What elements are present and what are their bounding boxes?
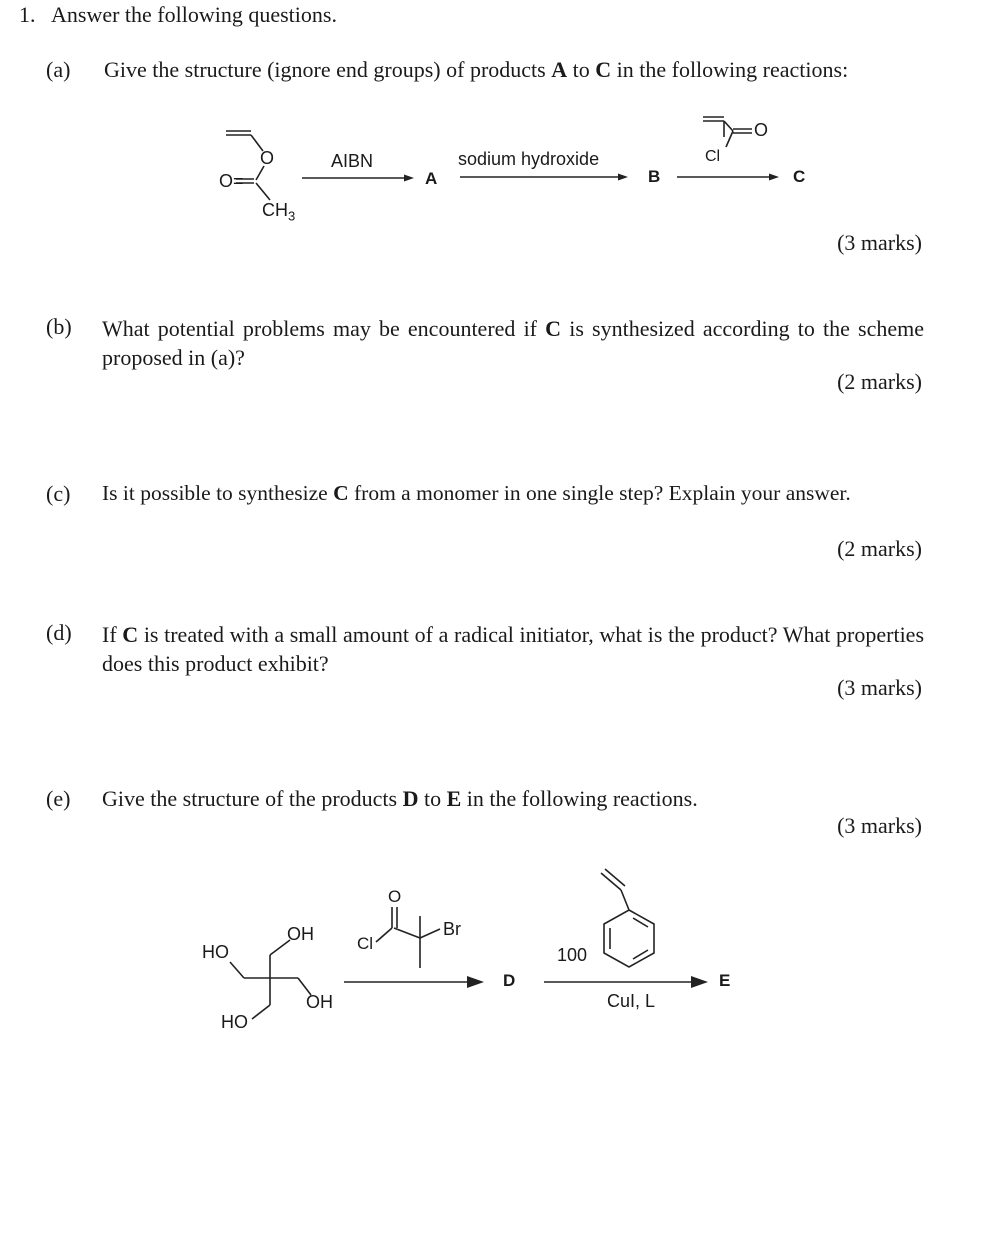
reagent3-o: O [754, 120, 769, 140]
pe-ho-left: HO [202, 942, 229, 962]
part-e-marks: (3 marks) [837, 813, 922, 838]
reagent-aibn: AIBN [331, 151, 374, 171]
pe-oh-top: OH [287, 924, 314, 944]
product-b: B [648, 167, 661, 186]
part-b-label: (b) [46, 314, 72, 339]
part-b-text: What potential problems may be encountered if C is synthesized according to the scheme proposed in (a)? [102, 316, 924, 370]
part-a-marks: (3 marks) [837, 230, 922, 255]
product-e: E [719, 971, 731, 990]
part-d-text: If C is treated with a small amount of a radical initiator, what is the product? What properties does this product exhibit? [102, 622, 925, 676]
product-c: C [793, 167, 806, 186]
styrene-ring [604, 910, 654, 967]
arrowhead-5 [691, 976, 708, 988]
pe-ho-bottom: HO [221, 1012, 248, 1032]
vinyl-acetate-o: O [260, 148, 275, 168]
part-d-marks: (3 marks) [837, 675, 922, 700]
styrene-vinyl-1 [621, 890, 629, 910]
part-a-text: Give the structure (ignore end groups) of products A to C in the following reactions: [104, 57, 849, 82]
reagent-sodium-hydroxide: sodium hydroxide [458, 149, 600, 169]
part-d-label: (d) [46, 620, 72, 645]
bib-cl-bond [376, 928, 392, 942]
part-a-label: (a) [46, 57, 71, 82]
styrene-vinyl-2b [605, 869, 625, 886]
part-c-label: (c) [46, 481, 71, 506]
bib-o: O [388, 887, 402, 906]
vinyl-acetate-ch3: $CH_3$ [262, 200, 296, 224]
reagent3-cl: Cl [705, 148, 721, 165]
product-a: A [425, 169, 438, 188]
bib-cl: Cl [357, 934, 374, 953]
question-title: Answer the following questions. [51, 2, 337, 27]
styrene-ratio: 100 [557, 945, 588, 965]
part-b-marks: (2 marks) [837, 369, 922, 394]
pe-oh-right: OH [306, 992, 333, 1012]
catalyst-cui-l: CuI, L [607, 991, 656, 1011]
part-e-text: Give the structure of the products D to E in the following reactions. [102, 786, 698, 811]
bib-br-bond [420, 929, 440, 938]
pe-bottom-arm [252, 1005, 270, 1019]
part-e-label: (e) [46, 786, 71, 811]
product-d: D [503, 971, 516, 990]
part-c-marks: (2 marks) [837, 536, 922, 561]
styrene-vinyl-2a [601, 873, 621, 890]
arrowhead-4 [467, 976, 484, 988]
bib-br: Br [443, 919, 461, 939]
pe-left-arm [230, 962, 244, 978]
question-number: 1. [19, 2, 36, 27]
vinyl-acetate-carbonyl-o: O= [219, 171, 244, 191]
bib-c-c [394, 928, 420, 938]
part-c-text: Is it possible to synthesize C from a monomer in one single step? Explain your answer. [102, 481, 851, 505]
